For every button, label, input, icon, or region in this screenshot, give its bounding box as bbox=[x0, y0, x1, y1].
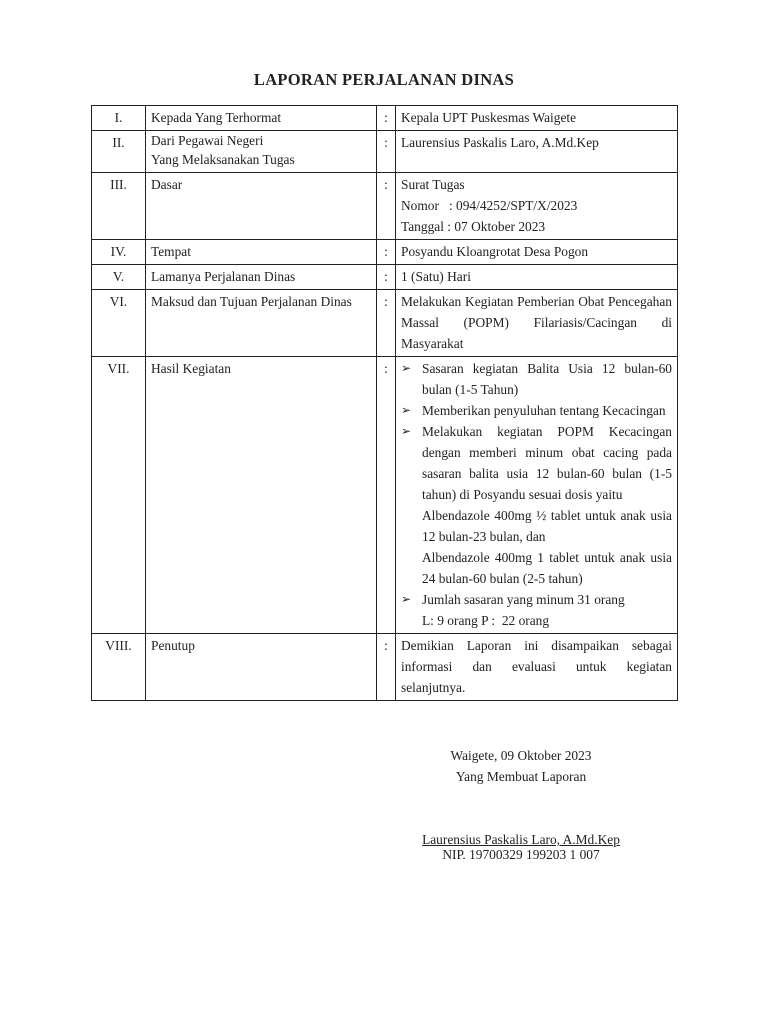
row-value bbox=[396, 173, 678, 240]
row-value: Melakukan Kegiatan Pemberian Obat Pencegahan Massal (POPM) Filariasis/Cacingan di Masyarakat bbox=[396, 290, 678, 357]
row-colon: : bbox=[377, 106, 396, 131]
value-line: Surat Tugas bbox=[401, 177, 465, 192]
signature-name: Laurensius Paskalis Laro, A.Md.Kep bbox=[422, 832, 620, 847]
row-colon: : bbox=[377, 290, 396, 357]
report-table bbox=[91, 105, 678, 701]
table-row bbox=[92, 357, 678, 634]
row-label: Dasar bbox=[146, 173, 377, 240]
row-number: VI. bbox=[92, 290, 146, 357]
count-line: L: 9 orang P : 22 orang bbox=[422, 613, 550, 628]
row-number: VII. bbox=[92, 357, 146, 634]
table-row bbox=[92, 290, 678, 357]
row-colon: : bbox=[377, 173, 396, 240]
list-item bbox=[401, 400, 672, 421]
value-line: Nomor : 094/4252/SPT/X/2023 bbox=[401, 198, 578, 213]
row-label: Lamanya Perjalanan Dinas bbox=[146, 265, 377, 290]
arrow-bullet-icon: ➢ bbox=[401, 424, 412, 438]
row-colon: : bbox=[377, 240, 396, 265]
row-label: Maksud dan Tujuan Perjalanan Dinas bbox=[146, 290, 377, 357]
value-line: Tanggal : 07 Oktober 2023 bbox=[401, 219, 546, 234]
row-number: V. bbox=[92, 265, 146, 290]
value-line: Kepala UPT Puskesmas Waigete bbox=[401, 110, 577, 125]
arrow-bullet-icon: ➢ bbox=[401, 592, 412, 606]
label-line: Yang Melaksanakan Tugas bbox=[151, 152, 295, 167]
signature-place-date: Waigete, 09 Oktober 2023 bbox=[450, 748, 592, 763]
row-value: Demikian Laporan ini disampaikan sebagai informasi dan evaluasi untuk kegiatan selanjutnya. bbox=[396, 634, 678, 701]
table-row bbox=[92, 265, 678, 290]
row-value bbox=[396, 131, 678, 173]
list-item bbox=[401, 358, 672, 400]
row-colon: : bbox=[377, 131, 396, 173]
table-row bbox=[92, 634, 678, 701]
table-row bbox=[92, 131, 678, 173]
list-item bbox=[401, 589, 672, 610]
value-line: Laurensius Paskalis Laro, A.Md.Kep bbox=[401, 135, 599, 150]
label-line: Dari Pegawai Negeri bbox=[151, 133, 264, 148]
row-label: Tempat bbox=[146, 240, 377, 265]
row-label: Penutup bbox=[146, 634, 377, 701]
arrow-bullet-icon: ➢ bbox=[401, 361, 412, 375]
table-row bbox=[92, 173, 678, 240]
row-label bbox=[146, 131, 377, 173]
list-item-text: Sasaran kegiatan Balita Usia 12 bulan-60 bulan (1-5 Tahun) bbox=[422, 361, 672, 397]
row-number: VIII. bbox=[92, 634, 146, 701]
list-item-text: Melakukan kegiatan POPM Kecacingan dengan memberi minum obat cacing pada sasaran balita usia 12 bulan-60 bulan (1-5 tahun) di Posyandu sesuai dosis yaitu bbox=[422, 424, 672, 502]
list-item bbox=[401, 421, 672, 505]
row-colon: : bbox=[377, 634, 396, 701]
dose-line: Albendazole 400mg 1 tablet untuk anak usia 24 bulan-60 bulan (2-5 tahun) bbox=[422, 550, 672, 586]
row-label: Kepada Yang Terhormat bbox=[146, 106, 377, 131]
row-value bbox=[396, 357, 678, 634]
table-row bbox=[92, 240, 678, 265]
row-number: III. bbox=[92, 173, 146, 240]
arrow-bullet-icon: ➢ bbox=[401, 403, 412, 417]
row-number: I. bbox=[92, 106, 146, 131]
dose-line: Albendazole 400mg ½ tablet untuk anak usia 12 bulan-23 bulan, dan bbox=[422, 508, 672, 544]
row-number: IV. bbox=[92, 240, 146, 265]
row-number: II. bbox=[92, 131, 146, 173]
value-line: 1 (Satu) Hari bbox=[401, 269, 471, 284]
value-line: Posyandu Kloangrotat Desa Pogon bbox=[401, 244, 589, 259]
row-colon: : bbox=[377, 357, 396, 634]
row-value bbox=[396, 106, 678, 131]
signature-nip: NIP. 19700329 199203 1 007 bbox=[442, 847, 600, 862]
list-item-text: Memberikan penyuluhan tentang Kecacingan bbox=[422, 403, 666, 418]
list-item-text: Jumlah sasaran yang minum 31 orang bbox=[422, 592, 625, 607]
row-label: Hasil Kegiatan bbox=[146, 357, 377, 634]
signature-role: Yang Membuat Laporan bbox=[455, 769, 587, 784]
row-value bbox=[396, 240, 678, 265]
row-value bbox=[396, 265, 678, 290]
row-colon: : bbox=[377, 265, 396, 290]
table-row bbox=[92, 106, 678, 131]
document-title: LAPORAN PERJALANAN DINAS bbox=[253, 70, 515, 89]
